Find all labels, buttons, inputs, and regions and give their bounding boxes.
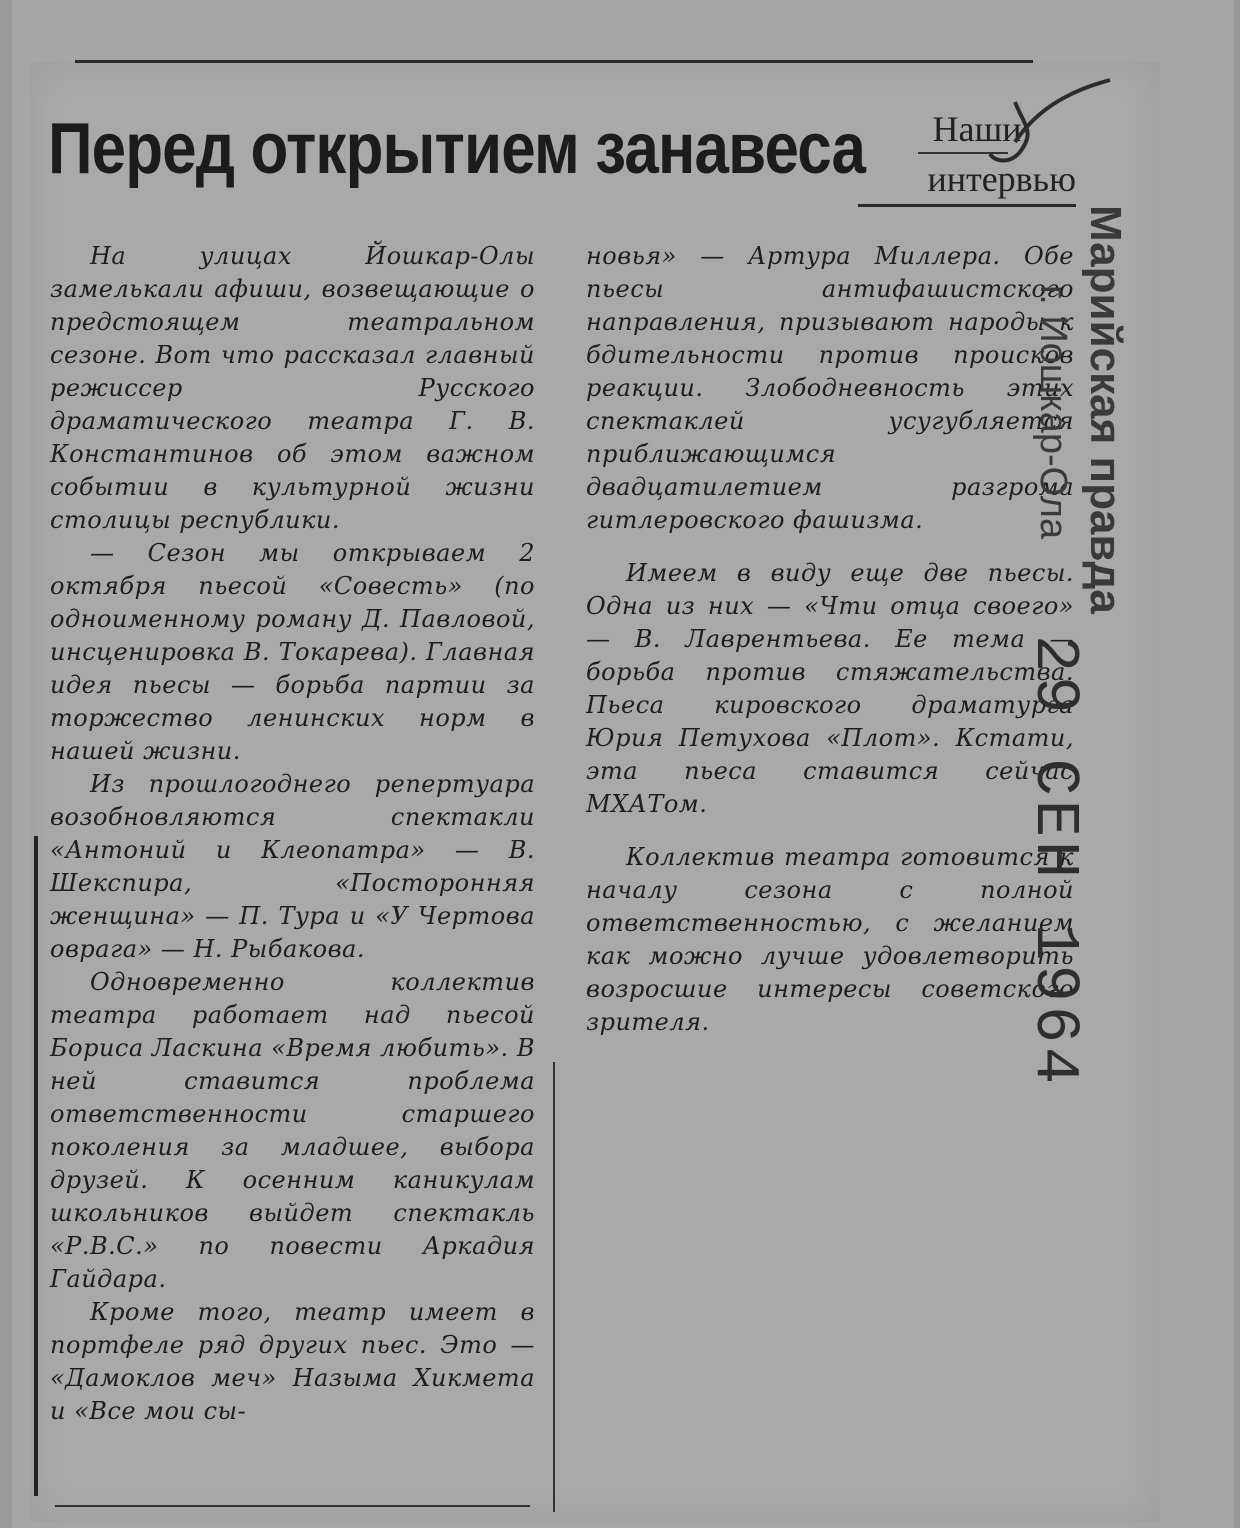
article-column-2	[586, 240, 1074, 1039]
middle-column-rule	[553, 1062, 555, 1512]
article-column-1	[50, 240, 535, 1428]
paragraph: Имеем в виду еще две пьесы. Одна из них — «Чти отца своего» — В. Лаврентьева. Ее тема — борьба против стяжательства. Пьеса кировского драматурга Юрия Петухова «Плот». Кстати, эта пьеса ставится сейчас МХАТом.	[586, 559, 1074, 818]
paragraph: новья» — Артура Миллера. Обе пьесы антифашистского направления, призывают народы к бдительности против происков реакции. Злободневность этих спектаклей усугубляется приближающимся двадцатилетием разгрома гитлеровского фашизма.	[586, 242, 1074, 534]
rubric-line-2: интервью	[927, 159, 1076, 199]
bottom-rule	[55, 1505, 530, 1507]
stamp-date: 29 СЕН 1964	[1019, 635, 1090, 1089]
article-headline: Перед открытием занавеса	[48, 109, 866, 189]
handwritten-page-number-mark	[975, 72, 1125, 172]
paragraph: Коллектив театра готовится к началу сезона с полной ответственностью, с желанием как можно лучше удовлетворить возросшие интересы советского зрителя.	[586, 843, 1074, 1036]
top-rule	[75, 60, 1033, 63]
archive-stamp	[1010, 205, 1130, 1155]
paragraph: Из прошлогоднего репертуара возобновляются спектакли «Антоний и Клеопатра» — В. Шекспира, «Посторонняя женщина» — П. Тура и «У Чертова оврага» — Н. Рыбакова.	[50, 770, 535, 963]
paragraph: Кроме того, театр имеет в портфеле ряд других пьес. Это — «Дамоклов меч» Назыма Хикмета и «Все мои сы-	[50, 1298, 535, 1425]
paragraph: Одновременно коллектив театра работает над пьесой Бориса Ласкина «Время любить». В ней ставится проблема ответственности старшего поколения за младшее, выбора друзей. К осенним каникулам школьников выйдет спектакль «Р.В.С.» по повести Аркадия Гайдара.	[50, 968, 535, 1293]
rubric-line-1: Наши	[932, 109, 1022, 149]
paragraph: — Сезон мы открываем 2 октября пьесой «Совесть» (по одноименному роману Д. Павловой, инсценировка В. Токарева). Главная идея пьесы — борьба партии за торжество ленинских норм в нашей жизни.	[50, 539, 535, 765]
left-column-rule	[34, 836, 38, 1496]
paragraph: На улицах Йошкар-Олы замелькали афиши, возвещающие о предстоящем театральном сезоне. Вот что рассказал главный режиссер Русского драматического театра Г. В. Константинов об этом важном событии в культурной жизни столицы республики.	[50, 242, 535, 534]
stamp-newspaper-name: Марийская правда	[1081, 205, 1130, 614]
stamp-city: г. Иошкар-Ола	[1032, 285, 1074, 540]
